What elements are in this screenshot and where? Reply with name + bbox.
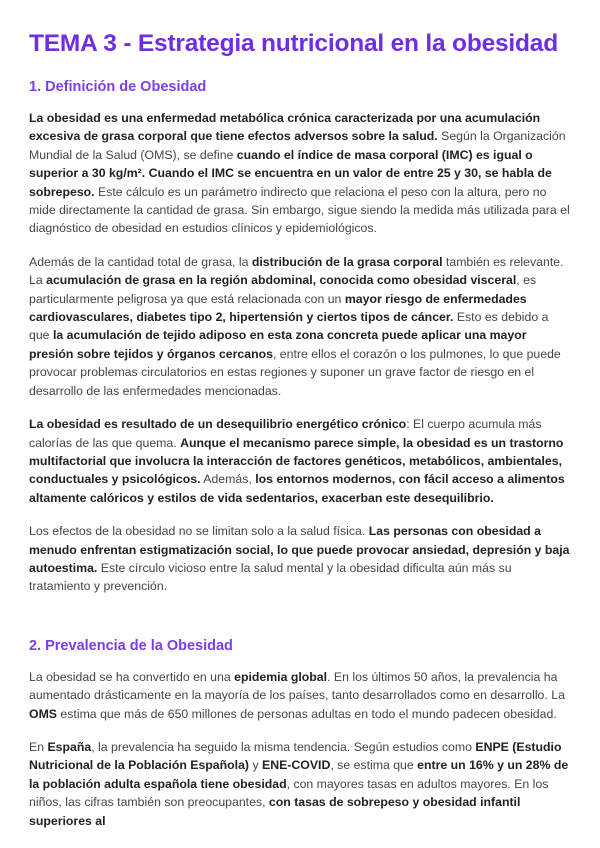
bold-text: España xyxy=(47,739,92,754)
bold-text: epidemia global xyxy=(234,669,328,684)
text-run: Los efectos de la obesidad no se limitan solo a la salud física. xyxy=(29,524,369,539)
bold-text: entre un 16% y un 28% de la población adulta española tiene obesidad xyxy=(29,758,569,791)
bold-text: ENE-COVID xyxy=(262,758,331,773)
page-title: TEMA 3 - Estrategia nutricional en la obesidad xyxy=(29,30,558,57)
bold-text: Aunque el mecanismo parece simple, la obesidad es un trastorno multifactorial que involucra la interacción de factores genéticos, metabólicos, ambientales, conductuales y psicológicos. xyxy=(29,435,564,487)
bold-text: La obesidad es una enfermedad metabólica crónica caracterizada por una acumulación excesiva de grasa corporal que tiene efectos adversos sobre la salud. xyxy=(29,111,541,144)
text-run: Además, xyxy=(200,472,256,487)
text-run: En xyxy=(29,739,48,754)
paragraph xyxy=(29,522,572,596)
text-run: Además de la cantidad total de grasa, la xyxy=(29,254,252,269)
bold-text: cuando el índice de masa corporal (IMC) es igual o superior a 30 kg/m². Cuando el IMC se encuentra en un valor de entre 25 y 30, se habla de sobrepeso. xyxy=(29,147,552,199)
text-run: estima que más de 650 millones de personas adultas en todo el mundo padecen obesidad. xyxy=(57,706,557,721)
paragraph xyxy=(29,738,572,830)
paragraph xyxy=(29,109,572,238)
bold-text: OMS xyxy=(29,706,58,721)
text-run: Este cálculo es un parámetro indirecto que relaciona el peso con la altura, pero no mide directamente la cantidad de grasa. Sin embargo, sigue siendo la medida más utilizada para el diagnóstico de obesidad en estudios clínicos y epidemiológicos. xyxy=(29,184,570,236)
text-run: La obesidad se ha convertido en una xyxy=(29,669,235,684)
bold-text: Las personas con obesidad a menudo enfrentan estigmatización social, lo que puede provocar ansiedad, depresión y baja autoestima. xyxy=(29,524,570,575)
bold-text: con tasas de sobrepeso y obesidad infantil superiores al xyxy=(29,795,521,828)
bold-text: distribución de la grasa corporal xyxy=(251,254,443,269)
section-heading: 2. Prevalencia de la Obesidad xyxy=(29,637,233,654)
text-run: y xyxy=(249,758,263,773)
text-run: Esto es debido a que xyxy=(29,310,549,343)
section-definicion xyxy=(29,78,572,596)
text-run: , se estima que xyxy=(330,758,418,773)
bold-text: ENPE (Estudio Nutricional de la Población Española) xyxy=(29,739,562,773)
text-run: , es particularmente peligrosa ya que está relacionada con un xyxy=(29,273,537,306)
text-run: . En los últimos 50 años, la prevalencia ha aumentado drásticamente en la mayoría de los países, tanto desarrollados como en desarrollo. La xyxy=(29,669,565,703)
section-prevalencia xyxy=(29,637,572,830)
bold-text: mayor riesgo de enfermedades cardiovasculares, diabetes tipo 2, hipertensión y ciertos tipos de cáncer. xyxy=(29,291,527,325)
text-run: también es relevante. La xyxy=(29,254,564,288)
bold-text: la acumulación de tejido adiposo en esta zona concreta puede aplicar una mayor presión sobre tejidos y órganos cercanos xyxy=(29,328,527,361)
paragraph xyxy=(29,253,572,400)
text-run: Según la Organización Mundial de la Salud (OMS), se define xyxy=(29,129,566,162)
text-run: , la prevalencia ha seguido la misma tendencia. Según estudios como xyxy=(91,739,476,754)
bold-text: los entornos modernos, con fácil acceso a alimentos altamente calóricos y estilos de vida sedentarios, exacerban este desequilibrio. xyxy=(29,472,565,505)
section-heading: 1. Definición de Obesidad xyxy=(29,79,207,95)
text-run: : El cuerpo acumula más calorías de las que quema. xyxy=(29,417,542,450)
section-spacer xyxy=(29,611,572,637)
paragraph xyxy=(29,415,572,507)
bold-text: La obesidad es resultado de un desequilibrio energético crónico xyxy=(29,417,407,432)
paragraph xyxy=(29,668,572,723)
text-run: , con mayores tasas en adultos mayores. En los niños, las cifras también son preocupantes, xyxy=(29,776,549,810)
text-run: Este círculo vicioso entre la salud mental y la obesidad dificulta aún más su tratamiento y prevención. xyxy=(29,560,512,594)
bold-text: acumulación de grasa en la región abdominal, conocida como obesidad visceral xyxy=(46,273,517,288)
text-run: , entre ellos el corazón o los pulmones, lo que puede provocar problemas circulatorios en estas regiones y suponer un grave factor de riesgo en el desarrollo de las enfermedades mencionadas. xyxy=(29,346,561,398)
